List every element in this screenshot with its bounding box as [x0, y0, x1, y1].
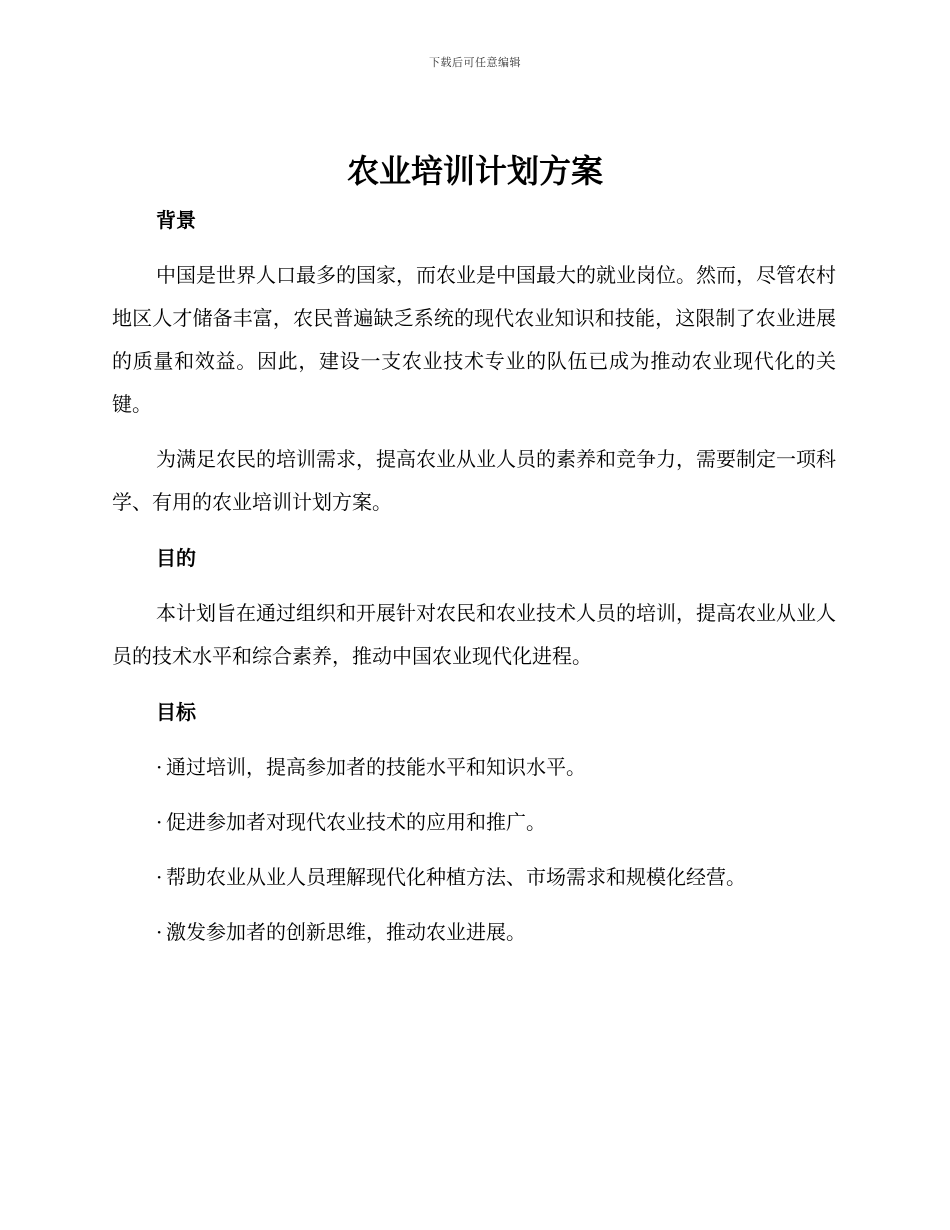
bullet-icon: · — [156, 755, 163, 779]
section-heading-purpose: 目的 — [156, 546, 196, 570]
document-body — [112, 198, 836, 966]
goals-list — [112, 746, 836, 954]
goal-text: 激发参加者的创新思维，推动农业进展。 — [166, 920, 526, 944]
document-title: 农业培训计划方案 — [346, 152, 603, 190]
purpose-paragraph: 本计划旨在通过组织和开展针对农民和农业技术人员的培训，提高农业从业人员的技术水平和综合素养，推动中国农业现代化进程。 — [112, 601, 836, 668]
list-item — [156, 746, 836, 789]
goal-text: 帮助农业从业人员理解现代化种植方法、市场需求和规模化经营。 — [166, 865, 746, 889]
background-paragraph-1: 中国是世界人口最多的国家，而农业是中国最大的就业岗位。然而，尽管农村地区人才储备丰富，农民普遍缺乏系统的现代农业知识和技能，这限制了农业进展的质量和效益。因此，建设一支农业技术专业的队伍已成为推动农业现代化的关键。 — [112, 263, 836, 416]
section-heading-background: 背景 — [156, 208, 196, 232]
list-item — [156, 911, 836, 954]
bullet-icon: · — [156, 865, 163, 889]
bullet-icon: · — [156, 920, 163, 944]
goal-text: 促进参加者对现代农业技术的应用和推广。 — [166, 810, 546, 834]
section-heading-goals: 目标 — [156, 700, 196, 724]
bullet-icon: · — [156, 810, 163, 834]
list-item — [156, 856, 836, 899]
page-header-note: 下载后可任意编辑 — [429, 56, 521, 69]
list-item — [156, 801, 836, 844]
background-paragraph-2: 为满足农民的培训需求，提高农业从业人员的素养和竞争力，需要制定一项科学、有用的农业培训计划方案。 — [112, 447, 836, 514]
goal-text: 通过培训，提高参加者的技能水平和知识水平。 — [166, 755, 586, 779]
